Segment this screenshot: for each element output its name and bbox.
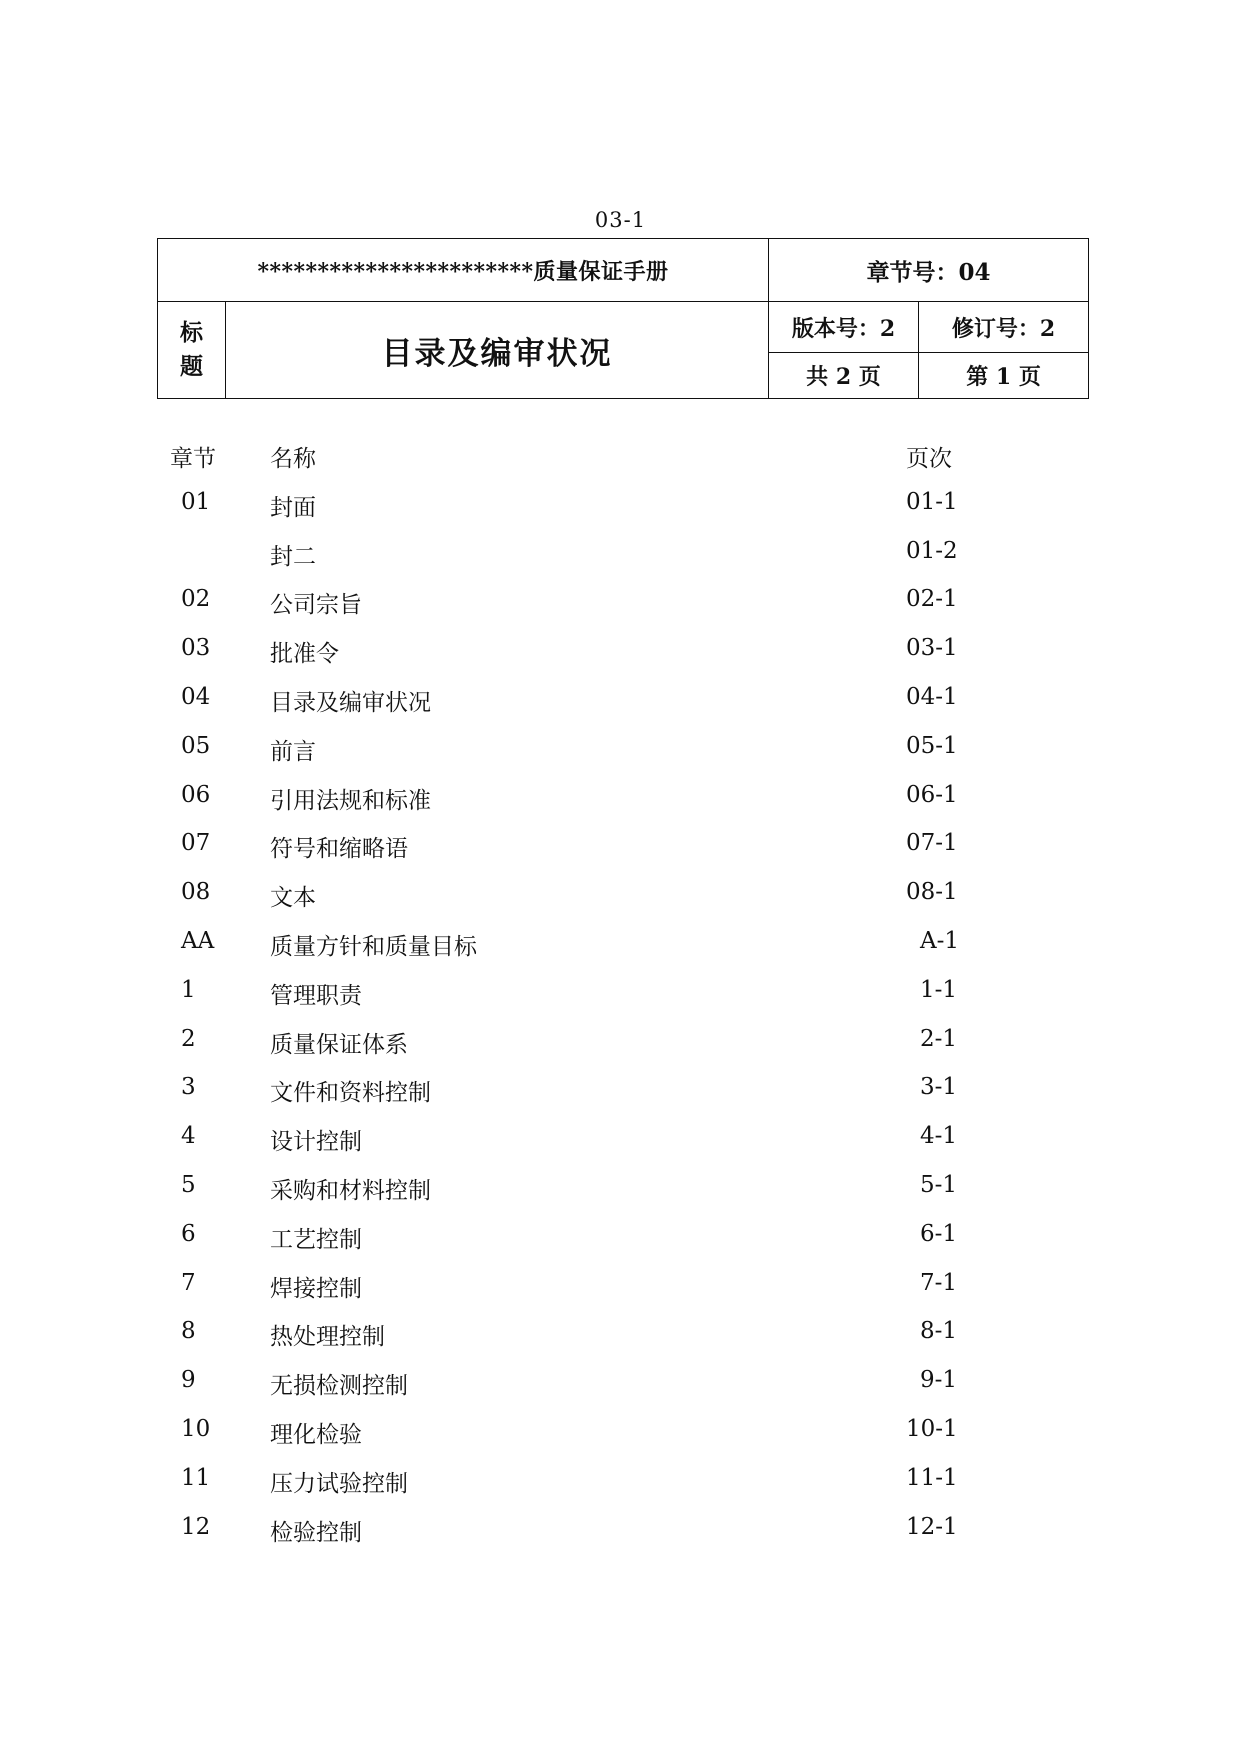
toc-name: 热处理控制 — [270, 1324, 385, 1351]
toc-page: 01-1 — [906, 488, 958, 515]
toc-name: 前言 — [270, 738, 316, 765]
toc-name: 工艺控制 — [270, 1226, 362, 1253]
document-header-table — [157, 238, 1089, 399]
toc-name: 理化检验 — [270, 1421, 362, 1448]
toc-chapter: 1 — [181, 976, 196, 1003]
toc-page: 07-1 — [906, 830, 958, 857]
toc-name: 焊接控制 — [270, 1275, 362, 1302]
toc-row — [0, 879, 1241, 928]
toc-page: 05-1 — [906, 732, 958, 759]
toc-page: 06-1 — [906, 781, 958, 808]
toc-chapter: 01 — [181, 488, 211, 515]
toc-name: 文本 — [270, 885, 316, 912]
toc-row — [0, 1416, 1241, 1465]
toc-chapter: 12 — [181, 1513, 211, 1540]
document-title: 目录及编审状况 — [226, 302, 769, 399]
toc-page: 4-1 — [920, 1123, 958, 1150]
toc-row — [0, 586, 1241, 635]
toc-page: 01-2 — [906, 537, 958, 564]
toc-row — [0, 1074, 1241, 1123]
toc-page: 1-1 — [920, 976, 958, 1003]
toc-name: 设计控制 — [270, 1129, 362, 1156]
toc-row — [0, 489, 1241, 538]
section-number: 章节号：04 — [769, 239, 1089, 302]
toc-row — [0, 635, 1241, 684]
toc-page: A-1 — [920, 927, 960, 954]
total-pages: 共 2 页 — [769, 353, 919, 399]
toc-header-chapter: 章节 — [170, 446, 216, 472]
current-page: 第 1 页 — [919, 353, 1089, 399]
toc-name: 引用法规和标准 — [270, 787, 431, 814]
toc-name: 无损检测控制 — [270, 1373, 408, 1400]
toc-page: 10-1 — [906, 1415, 958, 1442]
toc-rows — [0, 489, 1241, 1563]
toc-name: 目录及编审状况 — [270, 689, 431, 716]
table-of-contents — [0, 440, 1241, 1562]
toc-row — [0, 1172, 1241, 1221]
toc-page: 5-1 — [920, 1171, 958, 1198]
toc-chapter: 7 — [181, 1269, 196, 1296]
toc-row — [0, 1270, 1241, 1319]
toc-page: 11-1 — [906, 1464, 958, 1491]
toc-chapter: 04 — [181, 683, 211, 710]
toc-row — [0, 830, 1241, 879]
toc-chapter: 10 — [181, 1415, 211, 1442]
title-label-line2: 题 — [180, 353, 203, 380]
toc-name: 封面 — [270, 494, 316, 521]
toc-name: 公司宗旨 — [270, 592, 362, 619]
version-number: 版本号：2 — [769, 302, 919, 353]
toc-name: 质量方针和质量目标 — [270, 933, 477, 960]
toc-name: 封二 — [270, 543, 316, 570]
toc-chapter: 11 — [181, 1464, 211, 1491]
toc-page: 2-1 — [920, 1025, 958, 1052]
toc-row — [0, 1123, 1241, 1172]
toc-page: 02-1 — [906, 586, 958, 613]
toc-chapter: 4 — [181, 1123, 196, 1150]
toc-name: 采购和材料控制 — [270, 1177, 431, 1204]
toc-page: 03-1 — [906, 635, 958, 662]
toc-name: 检验控制 — [270, 1519, 362, 1546]
toc-chapter: AA — [181, 927, 215, 954]
toc-name: 压力试验控制 — [270, 1470, 408, 1497]
toc-name: 批准令 — [270, 641, 339, 668]
toc-name: 符号和缩略语 — [270, 836, 408, 863]
toc-row — [0, 977, 1241, 1026]
toc-page: 8-1 — [920, 1318, 958, 1345]
toc-row — [0, 1465, 1241, 1514]
toc-page: 04-1 — [906, 683, 958, 710]
toc-chapter: 07 — [181, 830, 211, 857]
toc-row — [0, 1221, 1241, 1270]
toc-header-name: 名称 — [270, 446, 316, 472]
toc-page: 12-1 — [906, 1513, 958, 1540]
toc-row — [0, 1367, 1241, 1416]
toc-row — [0, 1514, 1241, 1563]
revision-number: 修订号：2 — [919, 302, 1089, 353]
toc-chapter: 02 — [181, 586, 211, 613]
toc-chapter: 2 — [181, 1025, 196, 1052]
toc-chapter: 5 — [181, 1171, 196, 1198]
toc-chapter: 08 — [181, 879, 211, 906]
toc-name: 文件和资料控制 — [270, 1080, 431, 1107]
toc-name: 管理职责 — [270, 982, 362, 1009]
toc-row — [0, 782, 1241, 831]
toc-chapter: 6 — [181, 1220, 196, 1247]
toc-row — [0, 928, 1241, 977]
toc-chapter: 06 — [181, 781, 211, 808]
toc-name: 质量保证体系 — [270, 1031, 408, 1058]
toc-chapter: 03 — [181, 635, 211, 662]
toc-header-row — [0, 440, 1241, 489]
page-number: 03-1 — [594, 208, 647, 232]
toc-row — [0, 538, 1241, 587]
title-label-line1: 标 — [180, 319, 203, 346]
toc-row — [0, 733, 1241, 782]
toc-page: 6-1 — [920, 1220, 958, 1247]
toc-row — [0, 1318, 1241, 1367]
title-label — [158, 302, 226, 399]
toc-chapter: 9 — [181, 1367, 196, 1394]
toc-page: 7-1 — [920, 1269, 958, 1296]
toc-page: 3-1 — [920, 1074, 958, 1101]
toc-chapter: 3 — [181, 1074, 196, 1101]
toc-header-page: 页次 — [906, 446, 952, 472]
toc-row — [0, 684, 1241, 733]
toc-page: 9-1 — [920, 1367, 958, 1394]
toc-row — [0, 1026, 1241, 1075]
toc-page: 08-1 — [906, 879, 958, 906]
toc-chapter: 05 — [181, 732, 211, 759]
manual-title: ***********************质量保证手册 — [158, 239, 769, 302]
toc-chapter: 8 — [181, 1318, 196, 1345]
